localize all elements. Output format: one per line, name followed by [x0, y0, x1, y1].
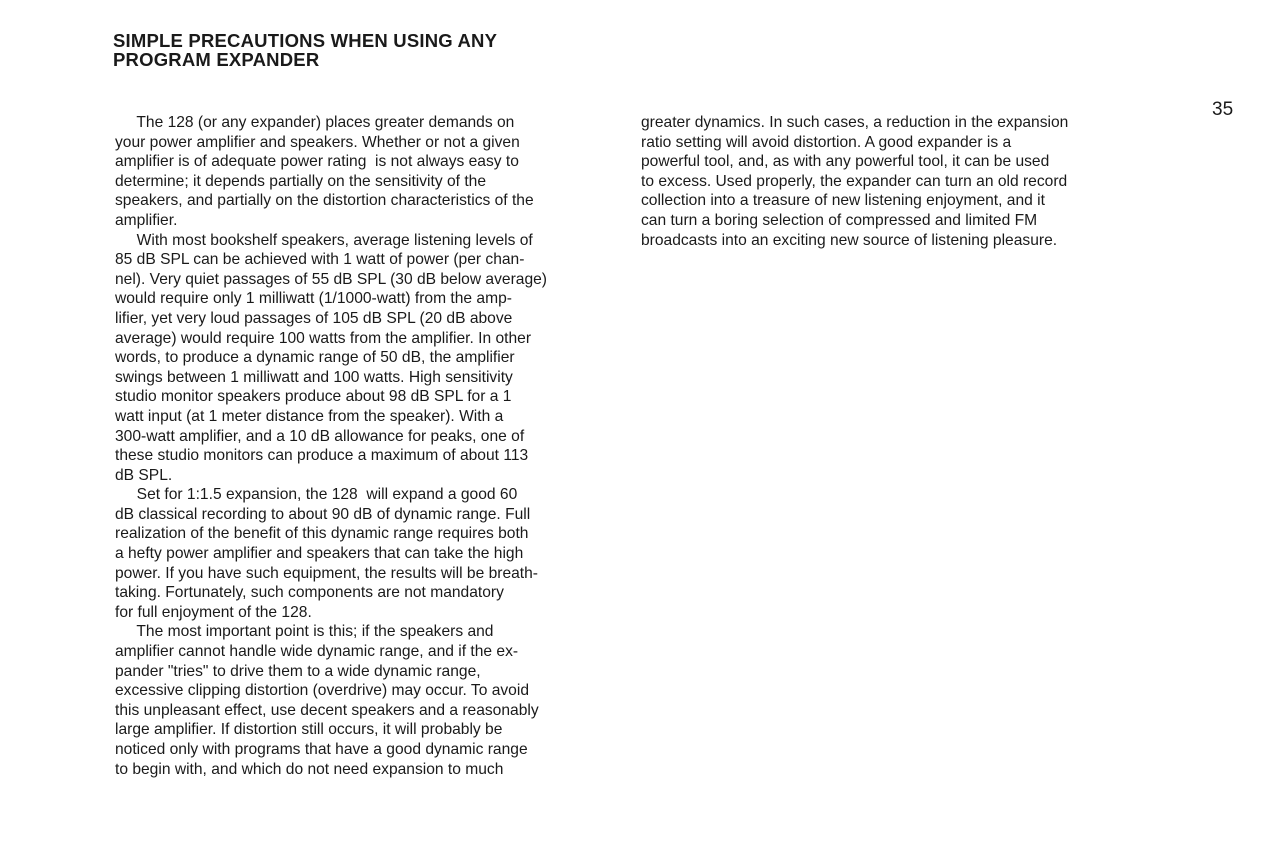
- page-title-line-2: PROGRAM EXPANDER: [113, 49, 320, 70]
- text-line: taking. Fortunately, such components are not mandatory: [115, 584, 504, 602]
- text-line: With most bookshelf speakers, average listening levels of: [115, 231, 533, 249]
- text-line: amplifier is of adequate power rating is not always easy to: [115, 153, 519, 171]
- text-line: broadcasts into an exciting new source of listening pleasure.: [641, 231, 1058, 249]
- page-number: 35: [1212, 99, 1234, 120]
- left-text-column: [115, 113, 625, 779]
- text-line: greater dynamics. In such cases, a reduction in the expansion: [641, 114, 1069, 131]
- page-title: [113, 31, 633, 69]
- text-line: for full enjoyment of the 128.: [115, 603, 312, 621]
- text-line: 85 dB SPL can be achieved with 1 watt of power (per chan-: [115, 251, 525, 269]
- text-line: power. If you have such equipment, the results will be breath-: [115, 564, 538, 582]
- text-line: 300-watt amplifier, and a 10 dB allowance for peaks, one of: [115, 427, 525, 445]
- text-line: collection into a treasure of new listening enjoyment, and it: [641, 192, 1045, 210]
- text-line: your power amplifier and speakers. Whether or not a given: [115, 133, 520, 151]
- page-title-line-1: SIMPLE PRECAUTIONS WHEN USING ANY: [113, 30, 498, 51]
- text-line: would require only 1 milliwatt (1/1000-watt) from the amp-: [115, 290, 512, 308]
- text-line: determine; it depends partially on the sensitivity of the: [115, 172, 486, 190]
- text-line: watt input (at 1 meter distance from the speaker). With a: [115, 407, 504, 425]
- text-line: large amplifier. If distortion still occurs, it will probably be: [115, 721, 503, 739]
- text-line: realization of the benefit of this dynamic range requires both: [115, 525, 529, 543]
- text-line: amplifier.: [115, 211, 178, 229]
- text-line: words, to produce a dynamic range of 50 dB, the amplifier: [115, 349, 515, 367]
- text-line: lifier, yet very loud passages of 105 dB SPL (20 dB above: [115, 309, 513, 327]
- text-line: Set for 1:1.5 expansion, the 128 will expand a good 60: [115, 486, 518, 504]
- text-line: noticed only with programs that have a good dynamic range: [115, 741, 528, 758]
- text-line: nel). Very quiet passages of 55 dB SPL (30 dB below average): [115, 270, 547, 288]
- text-line: excessive clipping distortion (overdrive) may occur. To avoid: [115, 682, 529, 700]
- text-line: The 128 (or any expander) places greater demands on: [115, 114, 515, 131]
- text-line: to begin with, and which do not need expansion to much: [115, 760, 504, 778]
- text-line: studio monitor speakers produce about 98 dB SPL for a 1: [115, 388, 512, 406]
- text-line: amplifier cannot handle wide dynamic range, and if the ex-: [115, 643, 519, 661]
- text-line: to excess. Used properly, the expander can turn an old record: [641, 172, 1068, 190]
- text-line: pander "tries" to drive them to a wide dynamic range,: [115, 662, 481, 680]
- text-line: this unpleasant effect, use decent speakers and a reasonably: [115, 701, 539, 719]
- text-line: can turn a boring selection of compressed and limited FM: [641, 211, 1038, 229]
- text-line: these studio monitors can produce a maximum of about 113: [115, 447, 529, 465]
- right-text-column: [641, 113, 1151, 250]
- text-line: powerful tool, and, as with any powerful tool, it can be used: [641, 153, 1050, 171]
- text-line: dB classical recording to about 90 dB of dynamic range. Full: [115, 505, 531, 523]
- text-line: ratio setting will avoid distortion. A good expander is a: [641, 133, 1012, 151]
- text-line: swings between 1 milliwatt and 100 watts. High sensitivity: [115, 368, 513, 386]
- text-line: The most important point is this; if the speakers and: [115, 623, 494, 641]
- text-line: dB SPL.: [115, 466, 173, 484]
- text-line: average) would require 100 watts from the amplifier. In other: [115, 329, 532, 347]
- text-line: a hefty power amplifier and speakers that can take the high: [115, 545, 524, 563]
- text-line: speakers, and partially on the distortion characteristics of the: [115, 192, 534, 210]
